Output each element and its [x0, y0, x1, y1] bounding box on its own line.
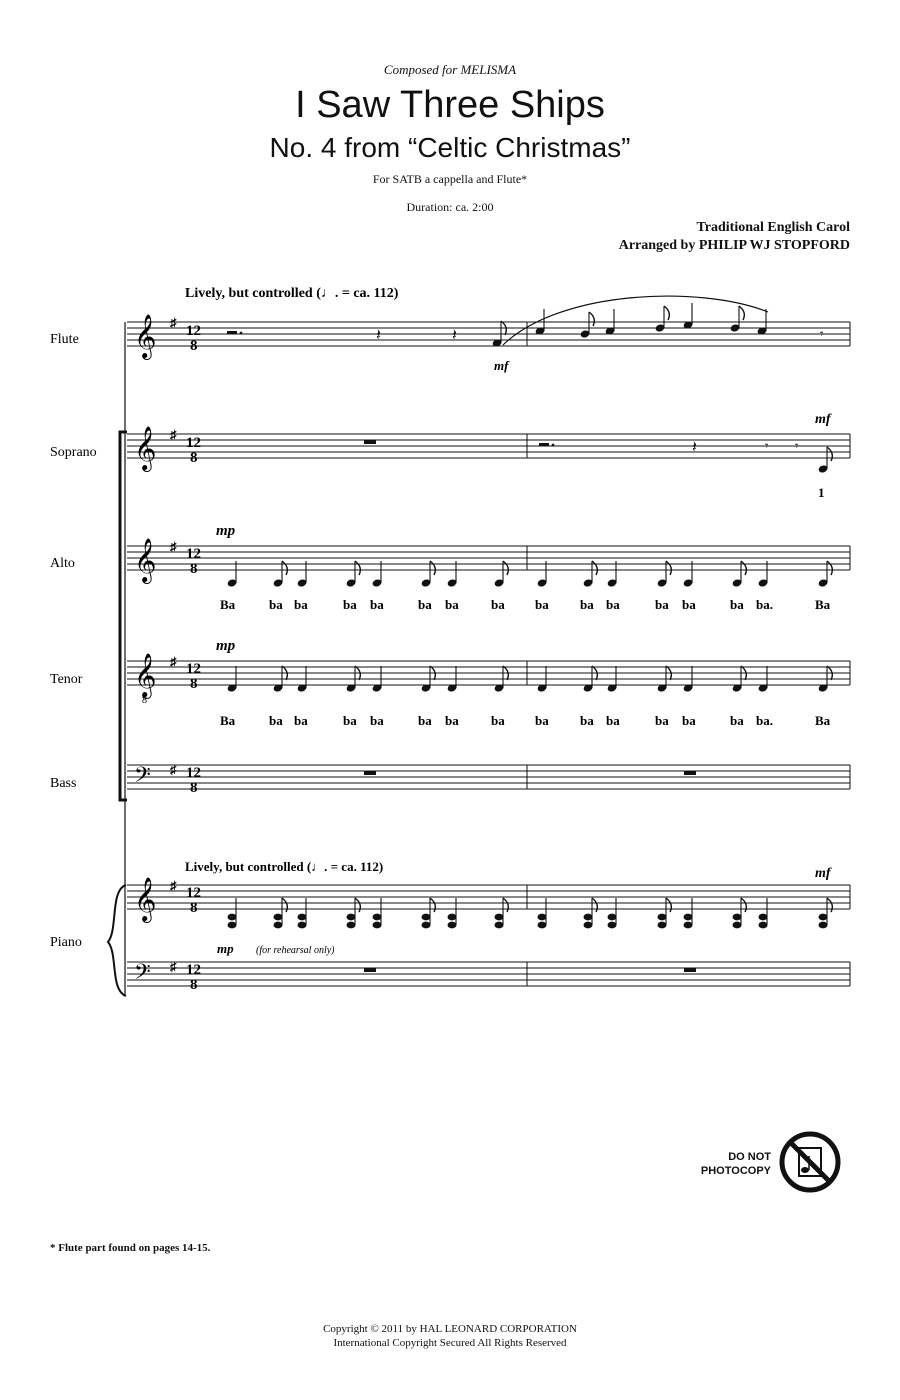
lyric: ba — [343, 597, 357, 612]
measure-rest — [684, 771, 696, 775]
note-flag — [430, 561, 435, 575]
note-flag — [503, 561, 508, 575]
note-flag — [827, 898, 832, 912]
lyric: Ba — [815, 713, 831, 728]
note-flag — [666, 561, 671, 575]
measure-rest — [364, 771, 376, 775]
lyric: ba — [491, 713, 505, 728]
chord-note — [759, 914, 768, 921]
lyric: ba — [655, 597, 669, 612]
instrument-label-tenor: Tenor — [50, 672, 83, 687]
time-sig-top: 12 — [186, 765, 201, 781]
instrument-label-flute: Flute — [50, 332, 79, 347]
chord-note — [658, 922, 667, 929]
lyric: ba — [580, 713, 594, 728]
sharp-icon: ♯ — [170, 427, 177, 442]
chord-note — [422, 922, 431, 929]
lyric: ba — [418, 597, 432, 612]
time-sig-bottom: 8 — [190, 780, 198, 796]
instrument-label-alto: Alto — [50, 556, 75, 571]
lyric: ba — [370, 597, 384, 612]
quarter-rest: 𝄽 — [452, 327, 457, 344]
sharp-icon: ♯ — [170, 959, 177, 974]
lyric: ba — [269, 713, 283, 728]
lyric: ba. — [756, 597, 773, 612]
lyric: ba — [343, 713, 357, 728]
note-flag — [666, 898, 671, 912]
lyric: ba — [445, 713, 459, 728]
chord-note — [448, 914, 457, 921]
time-sig-top: 12 — [186, 885, 201, 901]
choir-bracket — [120, 432, 127, 800]
note-flag — [355, 898, 360, 912]
eighth-rest: 𝄾 — [820, 326, 824, 341]
time-sig-top: 12 — [186, 962, 201, 978]
lyric: ba — [730, 597, 744, 612]
chord-note — [274, 922, 283, 929]
note-flag — [741, 898, 746, 912]
note-flag — [503, 898, 508, 912]
tempo-marking: Lively, but controlled (♩. = ca. 112) — [185, 286, 399, 301]
lyric: ba — [606, 713, 620, 728]
treble-clef-icon: 𝄞 — [134, 314, 157, 358]
instrument-label-bass: Bass — [50, 776, 77, 791]
composed-for-note: Composed for MELISMA — [383, 62, 517, 77]
time-signatures — [186, 323, 201, 993]
time-sig-bottom: 8 — [190, 338, 198, 354]
chord-note — [684, 914, 693, 921]
page-title: I Saw Three Ships — [295, 84, 605, 126]
lyric: Ba — [815, 597, 831, 612]
chord-note — [538, 914, 547, 921]
sharp-icon: ♯ — [170, 539, 177, 554]
treble-clef-icon: 𝄞 — [134, 538, 157, 582]
chord-note — [347, 914, 356, 921]
dynamic-piano-upper: mf — [815, 866, 831, 881]
chord-note — [608, 922, 617, 929]
chord-note — [584, 922, 593, 929]
do-not-photocopy-label — [695, 1150, 771, 1178]
treble-clef-icon: 𝄞 — [134, 653, 157, 697]
lyric: ba — [294, 713, 308, 728]
chord-note — [422, 914, 431, 921]
dynamic-piano-lower: mp — [217, 941, 234, 956]
dynamic-tenor: mp — [216, 638, 236, 654]
measure-number: 1 — [818, 485, 825, 500]
chord-note — [228, 914, 237, 921]
note-flag — [592, 898, 597, 912]
chord-note — [658, 914, 667, 921]
eighth-rest: 𝄾 — [795, 438, 799, 453]
lyric: ba — [370, 713, 384, 728]
copyright-line-1: Copyright © 2011 by HAL LEONARD CORPORATION — [323, 1323, 577, 1335]
chord-note — [584, 914, 593, 921]
chord-note — [274, 914, 283, 921]
note-flag — [739, 306, 744, 320]
measure-rest — [684, 968, 696, 972]
chord-note — [733, 922, 742, 929]
chord-note — [819, 922, 828, 929]
octave-mark: 8 — [142, 695, 147, 706]
lyric: Ba — [220, 713, 236, 728]
tenor-lyrics — [220, 713, 831, 728]
do-not-text: DO NOT — [728, 1151, 771, 1163]
bass-clef-icon: 𝄢 — [134, 960, 151, 990]
lyric: ba — [491, 597, 505, 612]
lyric: ba — [294, 597, 308, 612]
time-sig-bottom: 8 — [190, 977, 198, 993]
sharp-icon: ♯ — [170, 315, 177, 330]
note-flag — [282, 561, 287, 575]
staves — [127, 314, 850, 990]
dynamic-soprano: mf — [815, 412, 831, 427]
rehearsal-note: (for rehearsal only) — [256, 945, 335, 956]
chord-note — [495, 914, 504, 921]
quarter-rest: 𝄽 — [692, 439, 697, 456]
chord-note — [448, 922, 457, 929]
chord-note — [819, 914, 828, 921]
sharp-icon: ♯ — [170, 762, 177, 777]
page-subtitle: No. 4 from “Celtic Christmas” — [269, 132, 631, 163]
time-sig-bottom: 8 — [190, 900, 198, 916]
note-flag — [282, 898, 287, 912]
eighth-rest: 𝄾 — [765, 438, 769, 453]
sharp-icon: ♯ — [170, 654, 177, 669]
time-sig-top: 12 — [186, 323, 201, 339]
no-photocopy-icon — [778, 1130, 842, 1194]
instrument-label-soprano: Soprano — [50, 445, 97, 460]
lyric: ba. — [756, 713, 773, 728]
lyric: ba — [682, 713, 696, 728]
note-flag — [827, 561, 832, 575]
instrument-label-piano: Piano — [50, 935, 82, 950]
chord-note — [347, 922, 356, 929]
arranger-credit: Arranged by PHILIP WJ STOPFORD — [618, 238, 850, 253]
dynamic-flute: mf — [494, 358, 509, 373]
chord-note — [495, 922, 504, 929]
bass-clef-icon: 𝄢 — [134, 763, 151, 793]
dynamic-alto: mp — [216, 523, 236, 539]
photocopy-text: PHOTOCOPY — [700, 1165, 771, 1177]
half-rest — [227, 331, 237, 334]
lyric: ba — [655, 713, 669, 728]
lyric: ba — [535, 597, 549, 612]
chord-note — [298, 922, 307, 929]
lyric: Ba — [220, 597, 236, 612]
chord-note — [684, 922, 693, 929]
note-flag — [664, 306, 669, 320]
lyric: ba — [269, 597, 283, 612]
lyric: ba — [535, 713, 549, 728]
slur — [503, 296, 768, 345]
chord-note — [538, 922, 547, 929]
scoring-note: For SATB a cappella and Flute* — [372, 172, 528, 186]
chord-note — [733, 914, 742, 921]
note-flag — [741, 561, 746, 575]
alto-lyrics — [220, 597, 831, 612]
chord-note — [373, 922, 382, 929]
chord-note — [298, 914, 307, 921]
chord-note — [228, 922, 237, 929]
composer-credit: Traditional English Carol — [696, 220, 850, 235]
time-sig-top: 12 — [186, 435, 201, 451]
lyric: ba — [730, 713, 744, 728]
tempo-marking-piano: Lively, but controlled (♩. = ca. 112) — [185, 859, 384, 874]
lyric: ba — [418, 713, 432, 728]
quarter-rest: 𝄽 — [376, 327, 381, 344]
note-flag — [589, 312, 594, 326]
lyric: ba — [682, 597, 696, 612]
chord-note — [759, 922, 768, 929]
lyric: ba — [580, 597, 594, 612]
measure-rest — [364, 440, 376, 444]
half-rest — [539, 443, 549, 446]
note-flag — [355, 561, 360, 575]
sharp-icon: ♯ — [170, 878, 177, 893]
treble-clef-icon: 𝄞 — [134, 877, 157, 921]
time-sig-bottom: 8 — [190, 450, 198, 466]
note-flag — [592, 561, 597, 575]
note-flag — [827, 447, 832, 461]
time-sig-top: 12 — [186, 661, 201, 677]
measure-rest — [364, 968, 376, 972]
duration-note: Duration: ca. 2:00 — [406, 200, 494, 214]
copyright-line-2: International Copyright Secured All Rights Reserved — [333, 1337, 567, 1349]
piano-brace — [108, 885, 126, 996]
copyright-block — [0, 1322, 900, 1350]
dot — [240, 332, 243, 335]
time-sig-top: 12 — [186, 546, 201, 562]
dot — [552, 444, 555, 447]
lyric: ba — [445, 597, 459, 612]
treble-clef-icon: 𝄞 — [134, 426, 157, 470]
footnote: * Flute part found on pages 14-15. — [50, 1242, 211, 1254]
time-sig-bottom: 8 — [190, 676, 198, 692]
chord-note — [608, 914, 617, 921]
time-sig-bottom: 8 — [190, 561, 198, 577]
chord-note — [373, 914, 382, 921]
note-flag — [430, 898, 435, 912]
lyric: ba — [606, 597, 620, 612]
